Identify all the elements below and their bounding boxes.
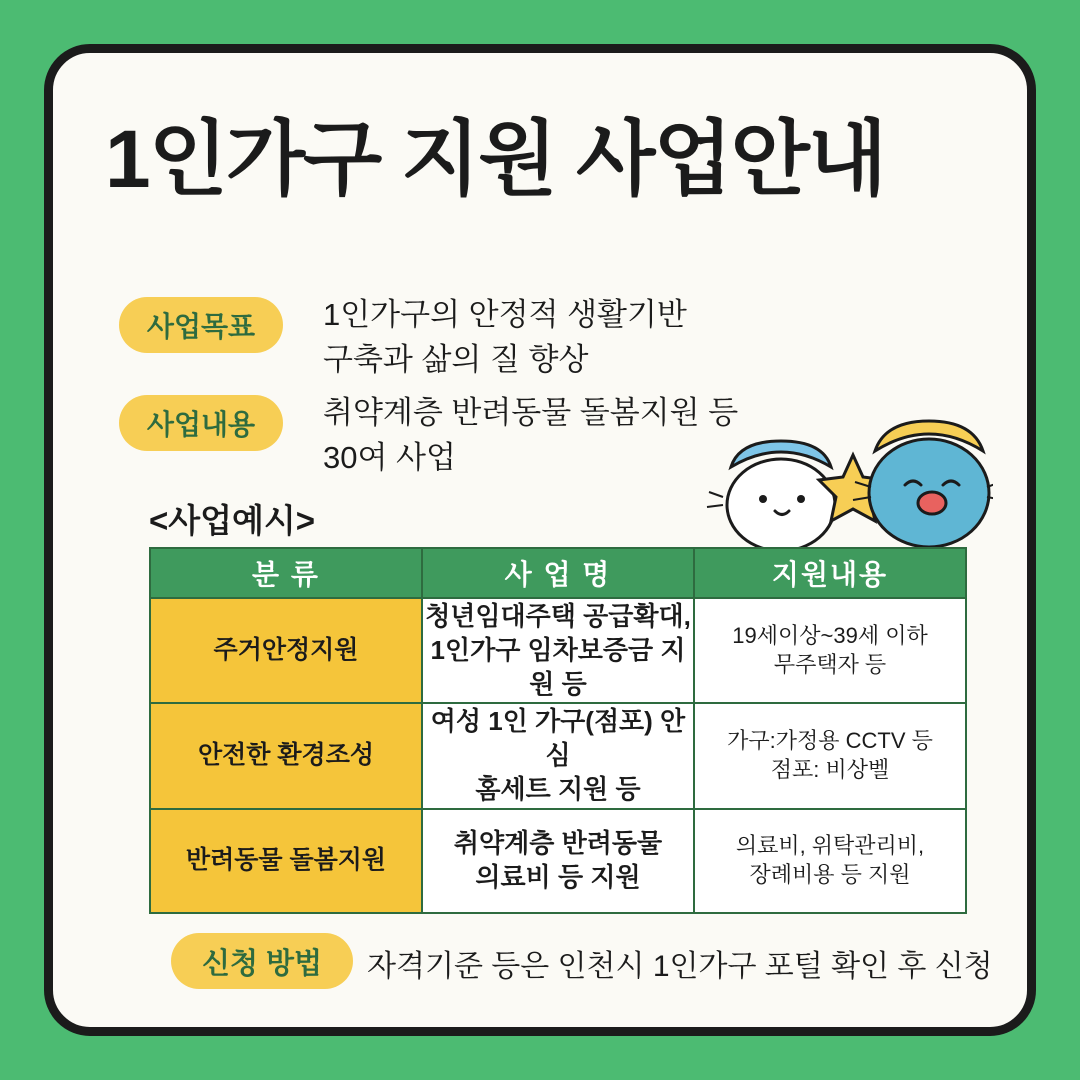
apply-instruction-text: 자격기준 등은 인천시 1인가구 포털 확인 후 신청 bbox=[367, 950, 993, 983]
content-label-pill: 사업내용 bbox=[119, 395, 283, 451]
poster-card bbox=[44, 44, 1036, 1036]
program-table-wrapper bbox=[149, 547, 967, 914]
goal-text bbox=[323, 293, 883, 383]
table-cell-support bbox=[694, 703, 966, 808]
table-cell-name bbox=[422, 809, 694, 913]
table-header-row bbox=[150, 548, 966, 598]
table-header-category: 분 류 bbox=[150, 548, 422, 598]
table-row bbox=[150, 703, 966, 808]
content-text-line-2: 30여 사업 bbox=[323, 439, 456, 475]
table-cell-name bbox=[422, 703, 694, 808]
table-cell-name-line-1: 취약계층 반려동물 bbox=[453, 827, 663, 858]
apply-label-pill: 신청 방법 bbox=[171, 933, 353, 989]
table-cell-name bbox=[422, 598, 694, 703]
goal-text-line-2: 구축과 삶의 질 향상 bbox=[323, 341, 589, 377]
goal-label-pill: 사업목표 bbox=[119, 297, 283, 353]
table-cell-support-line-2: 점포: 비상벨 bbox=[770, 757, 890, 783]
table-cell-support-line-1: 의료비, 위탁관리비, bbox=[735, 833, 925, 859]
table-cell-name-line-1: 여성 1인 가구(점포) 안심 bbox=[430, 706, 686, 771]
page-title: 1인가구 지원 사업안내 bbox=[105, 114, 886, 205]
table-cell-name-line-1: 청년임대주택 공급확대, bbox=[425, 601, 691, 631]
table-header-name: 사 업 명 bbox=[422, 548, 694, 598]
table-cell-support-line-2: 무주택자 등 bbox=[773, 651, 887, 677]
table-cell-support-line-1: 가구:가정용 CCTV 등 bbox=[727, 728, 933, 754]
table-cell-category: 반려동물 돌봄지원 bbox=[150, 809, 422, 913]
table-cell-support-line-1: 19세이상~39세 이하 bbox=[732, 623, 928, 649]
table-cell-name-line-2: 홈세트 지원 등 bbox=[475, 773, 641, 804]
table-header-support: 지원내용 bbox=[694, 548, 966, 598]
table-cell-name-line-2: 의료비 등 지원 bbox=[475, 861, 641, 892]
table-header bbox=[150, 548, 966, 598]
table-cell-support-line-2: 장례비용 등 지원 bbox=[749, 861, 911, 887]
table-cell-support bbox=[694, 809, 966, 913]
table-cell-support bbox=[694, 598, 966, 703]
mascot-characters-illustration bbox=[693, 393, 993, 553]
example-heading: <사업예시> bbox=[149, 502, 316, 539]
table-body bbox=[150, 598, 966, 913]
table-cell-category: 주거안정지원 bbox=[150, 598, 422, 703]
table-row bbox=[150, 598, 966, 703]
goal-text-line-1: 1인가구의 안정적 생활기반 bbox=[323, 297, 687, 332]
content-text-line-1: 취약계층 반려동물 돌봄지원 등 bbox=[323, 395, 739, 430]
table-cell-name-line-2: 1인가구 임차보증금 지원 등 bbox=[430, 634, 686, 699]
seal-mascots-icon bbox=[693, 393, 993, 553]
program-table bbox=[149, 547, 967, 914]
table-row bbox=[150, 809, 966, 913]
table-cell-category: 안전한 환경조성 bbox=[150, 703, 422, 808]
